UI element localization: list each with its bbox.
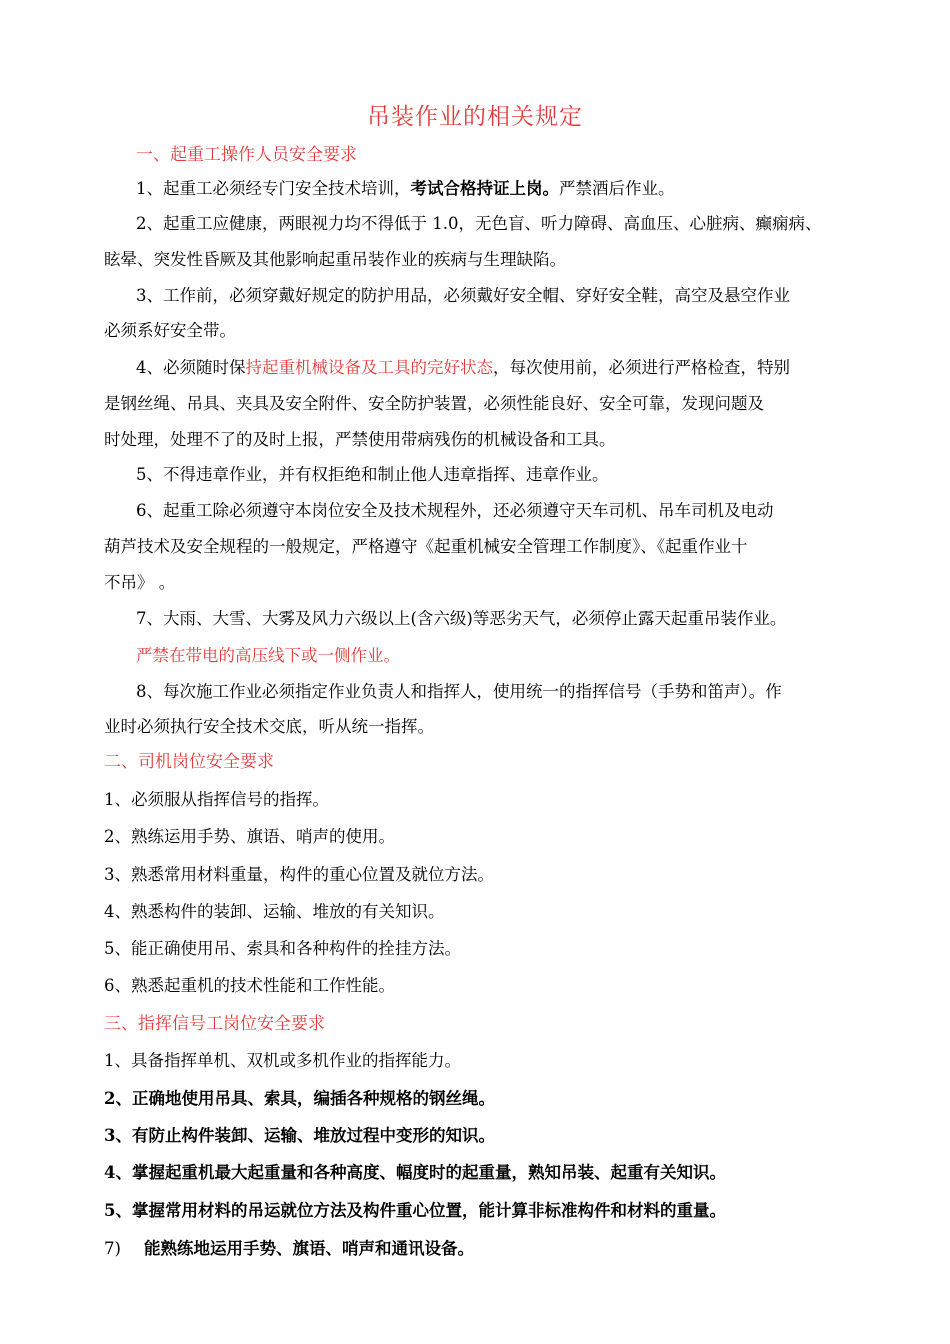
s1-item7-line1: 7、大雨、大雪、大雾及风力六级以上(含六级)等恶劣天气，必须停止露天起重吊装作业。	[136, 609, 787, 628]
s1-item4-line2: 是钢丝绳、吊具、夹具及安全附件、安全防护装置，必须性能良好、安全可靠，发现问题及	[104, 394, 764, 413]
s2-item: 3、熟悉常用材料重量，构件的重心位置及就位方法。	[104, 865, 494, 884]
s1-item6-line1: 6、起重工除必须遵守本岗位安全及技术规程外，还必须遵守天车司机、吊车司机及电动	[136, 501, 774, 520]
s3-item7-number: 7)	[104, 1239, 121, 1258]
s1-item4-line3: 时处理，处理不了的及时上报，严禁使用带病残伤的机械设备和工具。	[104, 430, 616, 449]
s2-item: 6、熟悉起重机的技术性能和工作性能。	[104, 976, 395, 995]
s1-item6-line3: 不吊》 。	[104, 573, 176, 592]
s3-item7-text: 能熟练地运用手势、旗语、哨声和通讯设备。	[144, 1239, 474, 1258]
s3-item: 3、有防止构件装卸、运输、堆放过程中变形的知识。	[104, 1126, 495, 1145]
s3-item: 2、正确地使用吊具、索具，编插各种规格的钢丝绳。	[104, 1089, 495, 1108]
s3-item: 5、掌握常用材料的吊运就位方法及构件重心位置，能计算非标准构件和材料的重量。	[104, 1201, 726, 1220]
s1-item1-text-a: 1、起重工必须经专门安全技术培训，	[136, 179, 411, 198]
s1-item3-line2: 必须系好安全带。	[104, 321, 236, 340]
s1-item1-text-c: 严禁酒后作业。	[559, 179, 675, 198]
s1-item4-text-c: ，每次使用前，必须进行严格检查，特别	[493, 358, 790, 377]
s1-item8-line1: 8、每次施工作业必须指定作业负责人和指挥人，使用统一的指挥信号（手势和笛声）。作	[136, 682, 782, 701]
s1-item2-line1: 2、起重工应健康，两眼视力均不得低于 1.0，无色盲、听力障碍、高血压、心脏病、癫痫病、	[136, 214, 822, 233]
s3-item: 4、掌握起重机最大起重量和各种高度、幅度时的起重量，熟知吊装、起重有关知识。	[104, 1163, 726, 1182]
s3-item: 1、具备指挥单机、双机或多机作业的指挥能力。	[104, 1051, 461, 1070]
s1-item4-text-a: 4、必须随时保	[136, 358, 246, 377]
section2-heading: 二、司机岗位安全要求	[104, 752, 274, 772]
s1-item4-line1	[136, 357, 790, 379]
s3-item7	[104, 1238, 474, 1260]
s1-item5: 5、不得违章作业，并有权拒绝和制止他人违章指挥、违章作业。	[136, 465, 609, 484]
s1-item1	[136, 178, 675, 200]
document-title: 吊装作业的相关规定	[367, 104, 583, 130]
s1-item2-line2: 眩晕、突发性昏厥及其他影响起重吊装作业的疾病与生理缺陷。	[104, 250, 566, 269]
s2-item: 4、熟悉构件的装卸、运输、堆放的有关知识。	[104, 902, 445, 921]
s2-item: 2、熟练运用手势、旗语、哨声的使用。	[104, 827, 395, 846]
s1-item7-line2: 严禁在带电的高压线下或一侧作业。	[136, 646, 400, 665]
s1-item3-line1: 3、工作前，必须穿戴好规定的防护用品，必须戴好安全帽、穿好安全鞋，高空及悬空作业	[136, 286, 790, 305]
s1-item1-text-bold: 考试合格持证上岗。	[410, 179, 559, 198]
s1-item4-text-red: 持起重机械设备及工具的完好状态	[245, 358, 493, 377]
s2-item: 1、必须服从指挥信号的指挥。	[104, 790, 329, 809]
section1-heading: 一、起重工操作人员安全要求	[136, 145, 357, 165]
s1-item8-line2: 业时必须执行安全技术交底，听从统一指挥。	[104, 717, 434, 736]
s1-item6-line2: 葫芦技术及安全规程的一般规定，严格遵守《起重机械安全管理工作制度》、《起重作业十	[104, 537, 748, 556]
section3-heading: 三、指挥信号工岗位安全要求	[104, 1014, 325, 1034]
s2-item: 5、能正确使用吊、索具和各种构件的拴挂方法。	[104, 939, 461, 958]
